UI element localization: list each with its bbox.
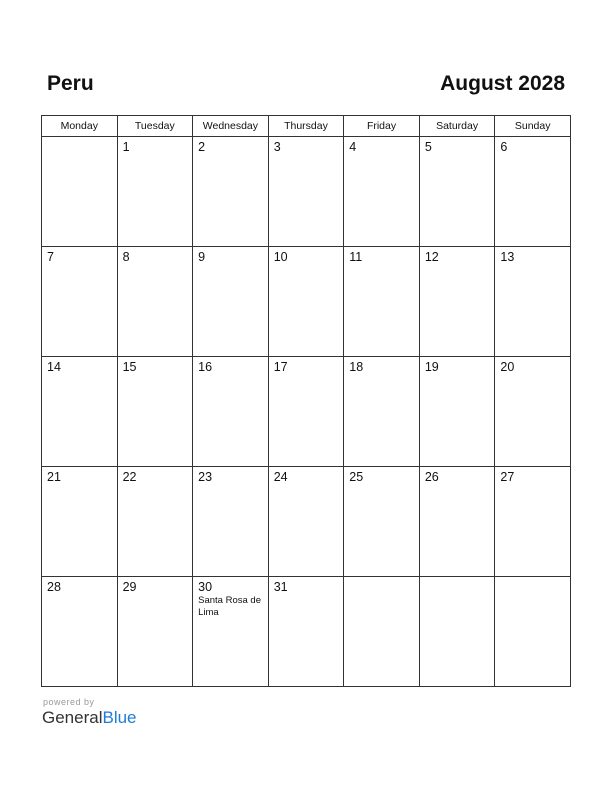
day-cell <box>42 577 118 687</box>
brand-general-text: General <box>42 708 103 727</box>
day-number: 1 <box>122 140 130 154</box>
day-cell <box>193 137 269 247</box>
day-number: 17 <box>273 360 288 374</box>
day-number: 11 <box>349 250 363 264</box>
week-row <box>42 577 571 687</box>
weekday-header-row <box>42 116 571 137</box>
weekday-header: Wednesday <box>193 116 269 137</box>
day-number: 13 <box>500 250 515 264</box>
day-number: 26 <box>424 470 439 484</box>
day-cell <box>495 247 571 357</box>
day-number: 3 <box>273 140 281 154</box>
day-cell <box>419 247 495 357</box>
day-number: 24 <box>273 470 288 484</box>
month-title: August 2028 <box>440 72 565 95</box>
day-number: 23 <box>198 470 213 484</box>
weekday-header: Friday <box>344 116 420 137</box>
day-number: 2 <box>198 140 206 154</box>
weekday-header: Thursday <box>268 116 344 137</box>
day-cell <box>419 467 495 577</box>
day-cell <box>268 247 344 357</box>
country-title: Peru <box>47 72 94 95</box>
day-number: 8 <box>122 250 130 264</box>
weekday-header: Saturday <box>419 116 495 137</box>
day-cell <box>268 357 344 467</box>
day-cell <box>42 247 118 357</box>
day-cell <box>495 137 571 247</box>
day-number: 12 <box>424 250 439 264</box>
week-row <box>42 137 571 247</box>
empty-day-cell <box>495 577 571 687</box>
week-row <box>42 247 571 357</box>
day-cell <box>117 247 193 357</box>
day-cell <box>268 577 344 687</box>
day-number: 9 <box>198 250 206 264</box>
week-row <box>42 357 571 467</box>
day-cell <box>268 137 344 247</box>
day-cell <box>117 577 193 687</box>
weekday-header: Tuesday <box>117 116 193 137</box>
day-cell <box>193 247 269 357</box>
day-number: 18 <box>349 360 364 374</box>
day-cell <box>344 137 420 247</box>
day-number: 14 <box>47 360 61 374</box>
empty-day-cell <box>344 577 420 687</box>
day-cell <box>42 357 118 467</box>
day-number: 30 <box>198 580 213 594</box>
day-cell <box>117 467 193 577</box>
day-number: 4 <box>349 140 357 154</box>
day-cell <box>193 357 269 467</box>
day-cell <box>344 247 420 357</box>
day-cell <box>193 467 269 577</box>
day-cell <box>344 357 420 467</box>
day-number: 31 <box>273 580 288 594</box>
day-cell <box>344 467 420 577</box>
day-number: 5 <box>424 140 432 154</box>
calendar-grid <box>41 115 571 687</box>
day-cell <box>268 467 344 577</box>
day-number: 6 <box>500 140 508 154</box>
day-number: 7 <box>47 250 54 264</box>
day-number: 22 <box>122 470 137 484</box>
empty-day-cell <box>419 577 495 687</box>
day-number: 19 <box>424 360 439 374</box>
day-cell <box>419 137 495 247</box>
day-number: 15 <box>122 360 137 374</box>
powered-by-label: powered by <box>43 697 95 707</box>
generalblue-logo[interactable] <box>42 708 137 728</box>
day-number: 25 <box>349 470 364 484</box>
day-cell <box>193 577 269 687</box>
day-number: 21 <box>47 470 61 484</box>
day-number: 16 <box>198 360 213 374</box>
day-number: 28 <box>47 580 61 594</box>
holiday-label: Santa Rosa de Lima <box>198 595 261 618</box>
day-cell <box>419 357 495 467</box>
weekday-header: Monday <box>42 116 118 137</box>
week-row <box>42 467 571 577</box>
day-cell <box>495 357 571 467</box>
day-cell <box>42 467 118 577</box>
day-number: 20 <box>500 360 515 374</box>
day-number: 29 <box>122 580 137 594</box>
day-cell <box>495 467 571 577</box>
day-number: 27 <box>500 470 515 484</box>
day-number: 10 <box>273 250 288 264</box>
day-cell <box>117 137 193 247</box>
day-cell <box>117 357 193 467</box>
weekday-header: Sunday <box>495 116 571 137</box>
empty-day-cell <box>42 137 118 247</box>
brand-blue-text: Blue <box>102 708 137 727</box>
